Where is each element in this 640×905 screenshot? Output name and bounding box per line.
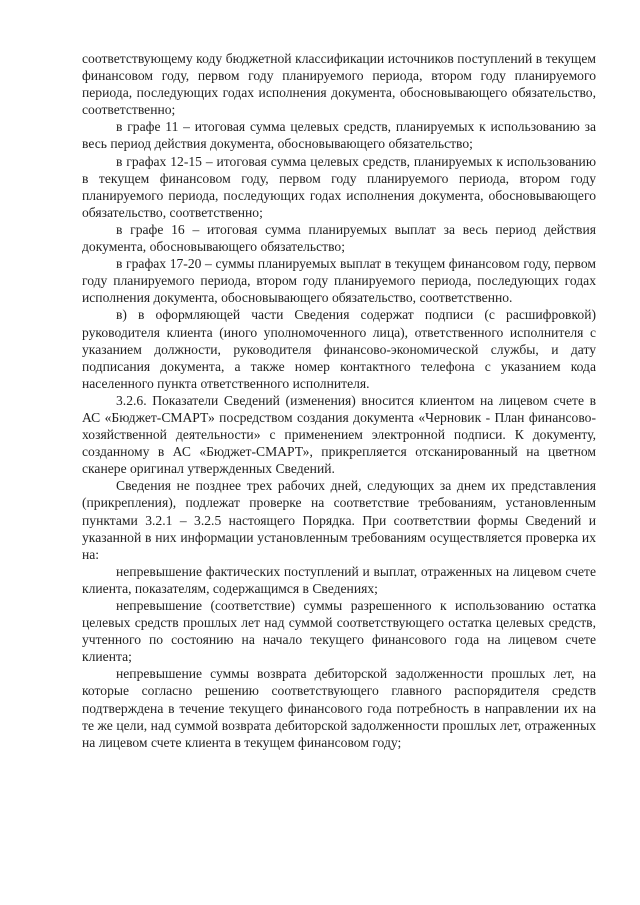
paragraph: 3.2.6. Показатели Сведений (изменения) вносится клиентом на лицевом счете в АС «Бюджет-СМАРТ» посредством создания документа «Черновик - План финансово-хозяйственной деятельности» с применением электронной подписи. К документу, созданному в АС «Бюджет-СМАРТ», прикрепляется отсканированный на цветном сканере оригинал утвержденных Сведений. bbox=[82, 392, 596, 477]
paragraph: в) в оформляющей части Сведения содержат подписи (с расшифровкой) руководителя клиента (иного уполномоченного лица), ответственного исполнителя с указанием должности, руководителя финансово-экономической службы, и дату подписания документа, а также номер контактного телефона с указанием кода населенного пункта ответственного исполнителя. bbox=[82, 307, 596, 391]
document-body bbox=[82, 50, 596, 751]
paragraph: Сведения не позднее трех рабочих дней, следующих за днем их представления (прикрепления), подлежат проверке на соответствие требованиям, установленным пунктами 3.2.1 – 3.2.5 настоящего Порядка. При соответствии формы Сведений и указанной в них информации установленным требованиям осуществляется проверка их на: bbox=[82, 478, 596, 562]
paragraph: соответствующему коду бюджетной классификации источников поступлений в текущем финансовом году, первом году планируемого периода, втором году планируемого периода, последующих годах исполнения документа, обосновывающего обязательство, соответственно; bbox=[82, 51, 596, 118]
paragraph: непревышение фактических поступлений и выплат, отраженных на лицевом счете клиента, показателям, содержащимся в Сведениях; bbox=[82, 563, 596, 596]
paragraph: в графе 11 – итоговая сумма целевых средств, планируемых к использованию за весь период действия документа, обосновывающего обязательство; bbox=[82, 119, 596, 152]
paragraph: непревышение суммы возврата дебиторской задолженности прошлых лет, на которые согласно решению соответствующего главного распорядителя средств подтверждена в течение текущего финансового года потребность в направлении их на те же цели, над суммой возврата дебиторской задолженности прошлых лет, отраженных на лицевом счете клиента в текущем финансовом году; bbox=[82, 666, 596, 750]
paragraph: в графах 17-20 – суммы планируемых выплат в текущем финансовом году, первом году планируемого периода, втором году планируемого периода, последующих годах исполнения документа, обосновывающего обязательство, соответственно. bbox=[82, 256, 596, 306]
paragraph: в графах 12-15 – итоговая сумма целевых средств, планируемых к использованию в текущем финансовом году, первом году планируемого периода, втором году планируемого периода, последующих годах исполнения документа, обосновывающего обязательство, соответственно; bbox=[82, 153, 596, 220]
paragraph: в графе 16 – итоговая сумма планируемых выплат за весь период действия документа, обосновывающего обязательство; bbox=[82, 221, 596, 255]
paragraph: непревышение (соответствие) суммы разрешенного к использованию остатка целевых средств прошлых лет над суммой соответствующего остатка целевых средств, учтенного по состоянию на начало текущего финансового года на лицевом счете клиента; bbox=[82, 598, 596, 665]
